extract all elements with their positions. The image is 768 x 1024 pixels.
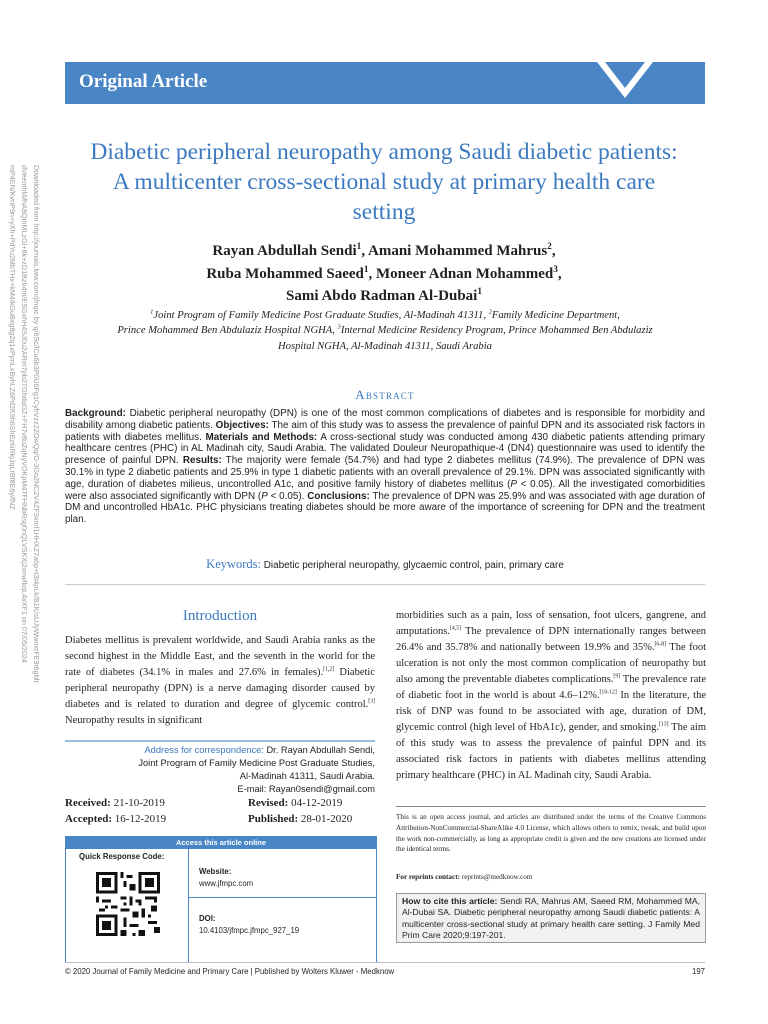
- access-online-box: [65, 836, 377, 963]
- author-affil-sup: 3: [553, 264, 558, 275]
- abstract-text: < 0.05).: [267, 490, 308, 502]
- body-text: Diabetic peripheral neuropathy (DPN) is a nerve damaging disorder caused by diabetes and is related to duration and degree of glycemic control.: [65, 667, 375, 710]
- correspondence-line-2: Joint Program of Family Medicine Post Graduate Studies,: [138, 758, 375, 768]
- date-label: Revised:: [248, 797, 289, 809]
- body-text: In the literature, the risk of DNP was found to be associated with age, duration of DM, glycemic control (high level of HbA1c), gender, and smoking.: [396, 690, 707, 733]
- p-value-symbol: P: [261, 490, 268, 502]
- citation-ref[interactable]: [9]: [613, 673, 621, 680]
- how-to-cite-box: [396, 893, 706, 943]
- keywords-text: Diabetic peripheral neuropathy, glycaemic control, pain, primary care: [261, 560, 564, 571]
- watermark-line-3: mP4EN/KvnP9n+yXh+PdYu2MbTHx+kM4IkGuBxg8g2q1xPpnLxByhLZ6Pd2K9h6ShEz6iRkjJqLrBf8E6y/fNZ: [8, 165, 17, 510]
- abstract-label: Background:: [65, 408, 126, 419]
- abstract-text: The aim of this study was to assess the prevalence of painful DPN and its associated risk factors in patients with diabetes mellitus.: [65, 419, 706, 443]
- date-value: 21-10-2019: [110, 797, 165, 809]
- author-affil-sup: 1: [356, 242, 362, 252]
- citation-ref[interactable]: [4,5]: [449, 625, 462, 632]
- body-text: Diabetes mellitus is prevalent worldwide, and Saudi Arabia ranks as the second highest in the Middle East, and the seventh in the world for the rate of diabetes (34.1% in males and 27.6% in females).: [65, 635, 375, 678]
- author-line-2: [80, 263, 688, 286]
- abstract-text: Diabetic peripheral neuropathy (DPN) is one of the most common complications of diabetes and is responsible for morbidity and disability among diabetic patients.: [65, 408, 705, 431]
- keywords: [65, 557, 705, 572]
- body-text: The aim of this study was to assess the prevalence of painful DPN and its associated risk factors in patients with diabetes mellitus attending primary healthcare (PHC) in AL Madinah city, Saudi Arabia.: [396, 722, 706, 781]
- abstract-text: The prevalence of DPN was 25.9% and was associated with age duration of DM and uncontrolled HbA1c. PHC physicians treating diabetes should be more aware of the importance of screening for DPN and the treatment plan.: [65, 490, 706, 526]
- reprints-email[interactable]: reprints@medknow.com: [460, 873, 533, 881]
- website-info: [199, 866, 253, 889]
- watermark-line-2: dVeemhfAfhA8QmMLzGl+8k+zD1Bzb4m/ESGxhH4SJ0u2ARm7pb2TGhdqGZ+FH7v8uZqNyVOKpM47FHNbRsg0nQLVSKXj2xnwfkqL4xXF1 on 07/05/2024: [20, 165, 29, 663]
- revised-date: [248, 795, 342, 811]
- cite-label: How to cite this article:: [402, 896, 498, 906]
- doi-info: [199, 913, 299, 936]
- published-date: [248, 811, 352, 827]
- abstract-text: A cross-sectional study was conducted among 430 diabetic patients attending primary healthcare centres (PHC) in AL Madinah city, Saudi Arabia. The validated Douleur Neuropathique-4 (DN4) questionnaire was used to identify the presence of painful DPN.: [65, 431, 705, 467]
- author-separator: ,: [368, 265, 377, 282]
- correspondence-label: Address for correspondence:: [144, 745, 264, 755]
- abstract-text: < 0.05). All the investigated comorbidities were also associated significantly with DPN (: [65, 478, 706, 502]
- affiliation-line-1: [65, 308, 705, 323]
- license-text: This is an open access journal, and articles are distributed under the terms of the Creative Commons Attribution-NonCommercial-ShareAlike 4.0 License, which allows others to remix, tweak, and build upon the work non-commercially, as long as appropriate credit is given and the new creations are licensed under the identical terms.: [396, 813, 706, 854]
- download-watermark: [2, 165, 46, 683]
- author-name: Amani Mohammed Mahrus: [368, 243, 548, 259]
- qr-code-panel: [66, 849, 189, 962]
- info-divider: [188, 897, 376, 898]
- author-affil-sup: 1: [363, 264, 369, 275]
- access-online-header: Access this article online: [66, 837, 376, 849]
- abstract-label: Materials and Methods:: [205, 431, 318, 443]
- date-value: 28-01-2020: [298, 813, 353, 825]
- affil-sup: 1: [150, 308, 154, 316]
- author-name: Sami Abdo Radman Al-Dubai: [286, 288, 478, 304]
- date-value: 16-12-2019: [112, 813, 167, 825]
- abstract-label: Conclusions:: [307, 490, 370, 502]
- accepted-date: [65, 811, 166, 827]
- correspondence-line-1: [65, 744, 375, 757]
- affil-text: Family Medicine Department,: [491, 310, 620, 321]
- correspondence-email[interactable]: E-mail: Rayan0sendi@gmail.com: [237, 784, 375, 794]
- reprints-label: For reprints contact:: [396, 873, 461, 881]
- watermark-line-1: Downloaded from http://journals.lww.com/jfmpc by q/6Sc/lCu6b3P0U6Fg1CyhVzz2ZOwQq/G-3Go2NC2V4ZF3xmf1HHXZ7a6p+t3t4pLk/B1K/sUJyWwnxrFE9t6gMt: [32, 165, 41, 683]
- author-separator: ,: [557, 265, 562, 282]
- abstract-label: Results:: [182, 455, 222, 467]
- footer-divider: [65, 962, 705, 963]
- article-type-label: Original Article: [79, 71, 208, 92]
- citation-ref[interactable]: [1,2]: [323, 666, 335, 673]
- body-text: The prevalence rate of diabetic foot in the world is about 4.6–12%.: [396, 674, 706, 701]
- affiliations: [65, 308, 705, 354]
- author-affil-sup: 1: [477, 287, 482, 297]
- date-label: Published:: [248, 813, 299, 825]
- affiliation-line-2: [65, 323, 705, 338]
- introduction-heading: Introduction: [182, 608, 258, 624]
- abstract-body: [65, 408, 705, 526]
- date-label: Received:: [65, 797, 111, 809]
- doi-label: DOI:: [199, 914, 216, 923]
- body-text: morbidities such as a pain, loss of sensation, foot ulcers, gangrene, and amputations.: [396, 610, 706, 637]
- abstract-text: The majority were female (54.7%) and had type 2 diabetes mellitus (74.9%). The prevalence of DPN was 30.1% in type 2 diabetic patients and 25.9% in type 1 diabetic patients with an overall prevalence of 29.1%. DPN was associated significantly with age, duration of diabetes milieus, uncontrolled A1c, and positive family history of diabetes mellitus (: [65, 455, 705, 490]
- affil-text: Internal Medicine Residency Program, Prince Mohammed Ben Abdulaziz: [340, 325, 653, 337]
- affil-sup: 3: [337, 323, 341, 331]
- author-affil-sup: 2: [547, 242, 552, 252]
- author-list: [80, 240, 688, 308]
- author-name: Ruba Mohammed Saeed: [206, 265, 364, 282]
- citation-ref[interactable]: [3]: [368, 698, 375, 705]
- correspondence-name: Dr. Rayan Abdullah Sendi,: [263, 745, 375, 755]
- body-text: Neuropathy results in significant: [65, 715, 203, 726]
- citation-ref[interactable]: [6-8]: [654, 641, 667, 648]
- citation-ref[interactable]: [13]: [658, 721, 669, 728]
- abstract-heading: Abstract: [355, 387, 415, 402]
- footer-copyright: © 2020 Journal of Family Medicine and Primary Care | Published by Wolters Kluwer - Medknow: [65, 967, 395, 976]
- author-separator: ,: [551, 243, 556, 259]
- correspondence-line-3: Al-Madinah 41311, Saudi Arabia.: [239, 771, 375, 781]
- article-title: Diabetic peripheral neuropathy among Saudi diabetic patients: A multicenter cross-sectional study at primary health care setting: [90, 139, 678, 225]
- date-value: 04-12-2019: [288, 797, 343, 809]
- author-name: Rayan Abdullah Sendi: [212, 243, 357, 259]
- received-date: [65, 795, 165, 811]
- date-label: Accepted:: [65, 813, 113, 825]
- p-value-symbol: P: [510, 478, 517, 490]
- author-name: Moneer Adnan Mohammed: [376, 265, 554, 282]
- affil-text: Joint Program of Family Medicine Post Graduate Studies, Al-Madinah 41311,: [153, 310, 489, 321]
- chevron-down-notch-icon: [597, 62, 653, 104]
- website-label: Website:: [199, 867, 232, 876]
- author-line-1: [80, 240, 688, 263]
- citation-ref[interactable]: [10-12]: [599, 689, 617, 696]
- intro-column-1: [65, 633, 375, 729]
- affil-text: Prince Mohammed Ben Abdulaziz Hospital NGHA,: [117, 325, 338, 337]
- keywords-label: Keywords:: [206, 557, 262, 571]
- page-number: 197: [691, 967, 705, 976]
- page-footer: [65, 967, 705, 976]
- qr-code-icon[interactable]: [96, 872, 160, 936]
- reprints-contact: [396, 873, 706, 881]
- cite-text: Sendi RA, Mahrus AM, Saeed RM, Mohammed MA, Al-Dubai SA. Diabetic peripheral neuropathy among Saudi diabetic patients: A multicenter cross-sectional study at primary health care setting. J Family Med Prim Care 2020;9:197-201.: [402, 896, 700, 940]
- affiliation-line-3: Hospital NGHA, Al-Madinah 41311, Saudi Arabia: [278, 340, 492, 352]
- doi-link[interactable]: 10.4103/jfmpc.jfmpc_927_19: [199, 925, 300, 935]
- website-link[interactable]: www.jfmpc.com: [199, 878, 254, 888]
- author-line-3: [80, 285, 688, 308]
- license-divider: [396, 806, 706, 807]
- body-text: The foot ulceration is not only the most common complication of neuropathy but also among the preventable diabetes complications.: [396, 642, 706, 685]
- qr-code-label: Quick Response Code:: [79, 852, 165, 861]
- abstract-label: Objectives:: [215, 419, 269, 431]
- body-text: The prevalence of DPN internationally ranges between 26.4% and 35.78% and nationally between 19.9% and 35%.: [396, 626, 706, 653]
- section-divider: [65, 584, 705, 585]
- correspondence-box: [65, 740, 375, 796]
- author-separator: ,: [361, 243, 368, 259]
- affil-sup: 2: [488, 308, 492, 316]
- intro-column-2: [396, 608, 706, 784]
